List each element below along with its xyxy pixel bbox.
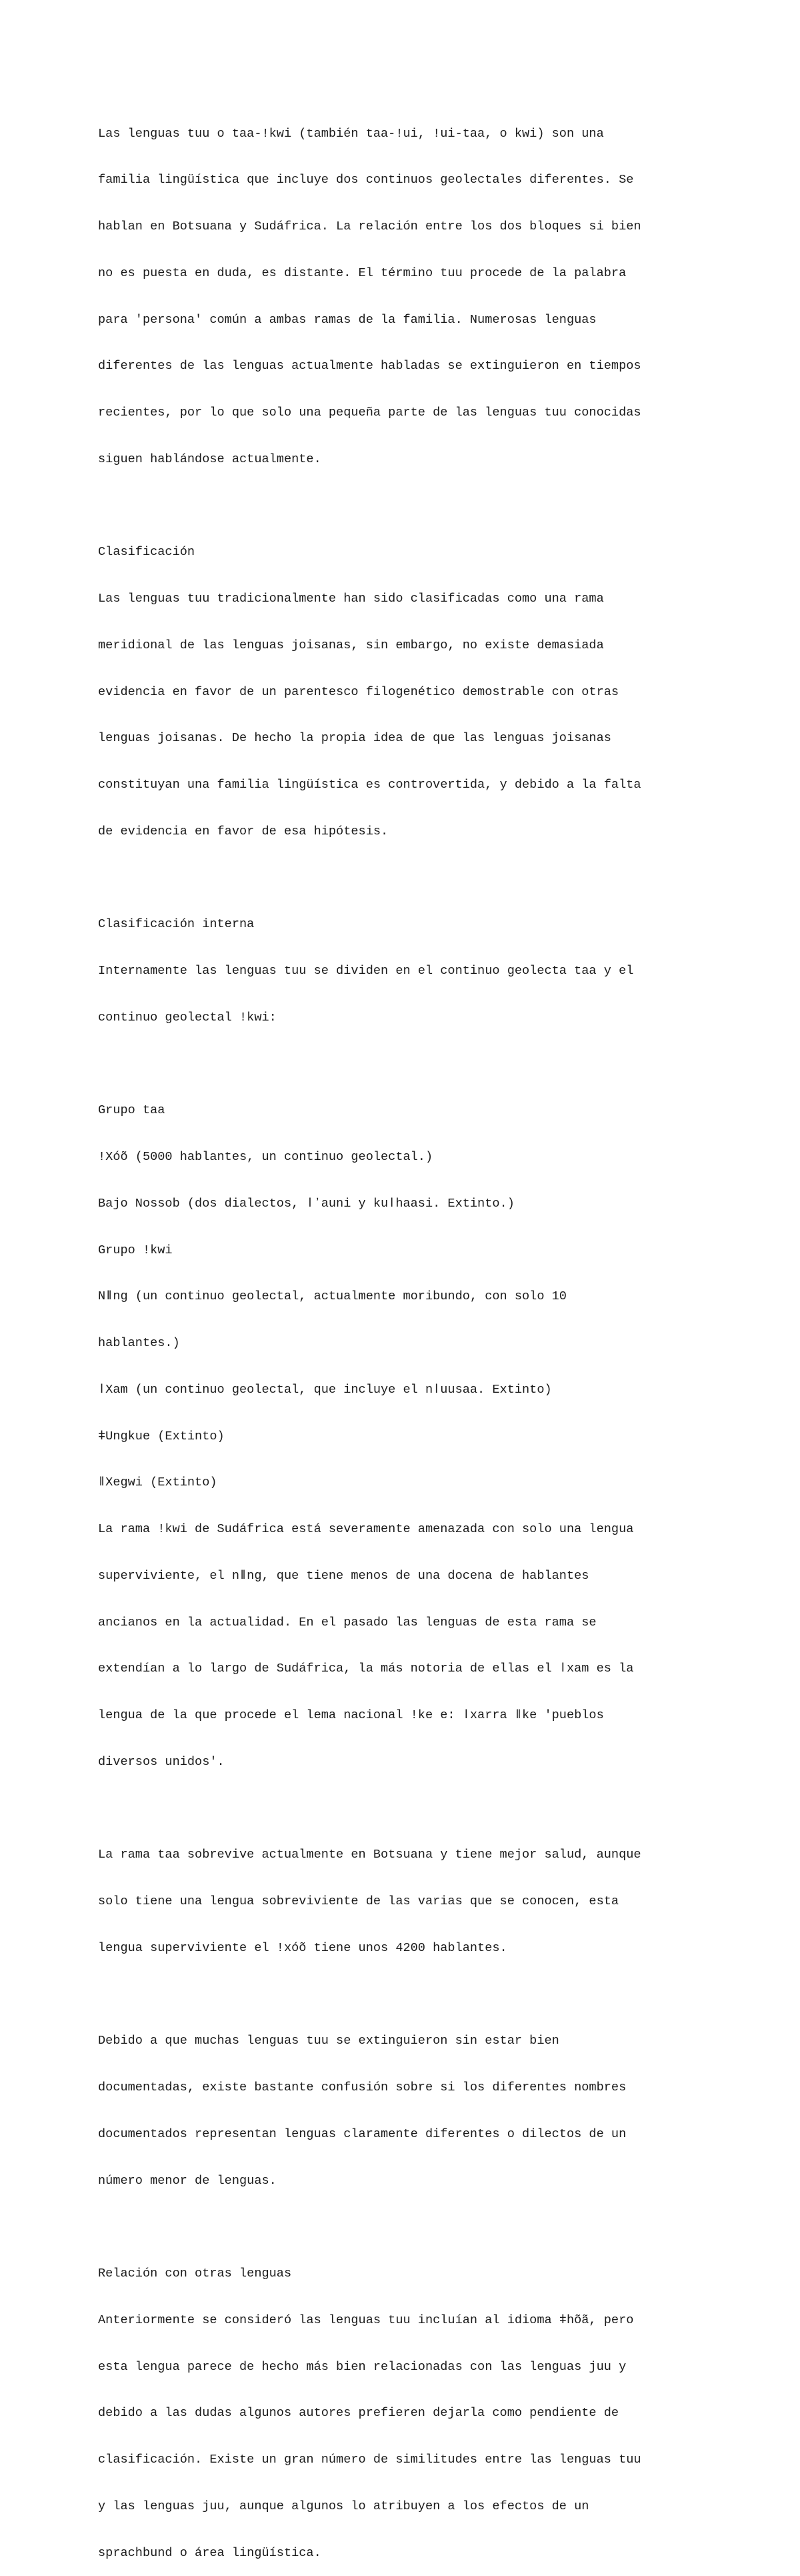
text-line: Debido a que muchas lenguas tuu se extinguieron sin estar bien (98, 2034, 559, 2048)
text-line: La rama taa sobrevive actualmente en Botsuana y tiene mejor salud, aunque (98, 1848, 641, 1862)
text-line: Anteriormente se consideró las lenguas tuu incluían al idioma ǂhõã, pero (98, 2313, 634, 2327)
text-line: Las lenguas tuu tradicionalmente han sido clasificadas como una rama (98, 592, 604, 606)
text-line: clasificación. Existe un gran número de similitudes entre las lenguas tuu (98, 2453, 641, 2467)
text-line: de evidencia en favor de esa hipótesis. (98, 824, 389, 838)
text-line: diversos unidos'. (98, 1754, 225, 1769)
text-line: lengua de la que procede el lema nacional ǃke e: ǀxarra ǁke 'pueblos (98, 1708, 604, 1722)
text-line: continuo geolectal ǃkwi: (98, 1010, 277, 1025)
text-line: debido a las dudas algunos autores prefieren dejarla como pendiente de (98, 2406, 619, 2421)
text-line: ancianos en la actualidad. En el pasado las lenguas de esta rama se (98, 1615, 597, 1630)
list-item: ǂUngkue (Extinto) (98, 1429, 225, 1443)
text-line: esta lengua parece de hecho más bien relacionadas con las lenguas juu y (98, 2359, 627, 2374)
text-line: extendían a lo largo de Sudáfrica, la más notoria de ellas el ǀxam es la (98, 1662, 634, 1676)
document-page (98, 95, 711, 2576)
text-line: superviviente, el nǁng, que tiene menos de una docena de hablantes (98, 1568, 589, 1583)
text-line: meridional de las lenguas joisanas, sin embargo, no existe demasiada (98, 638, 604, 652)
text-line: documentados representan lenguas claramente diferentes o dilectos de un (98, 2126, 627, 2141)
text-line: siguen hablándose actualmente. (98, 452, 321, 466)
group-heading: Grupo ǃkwi (98, 1243, 173, 1257)
text-line: Las lenguas tuu o taa-ǃkwi (también taa-ǃui, ǃui-taa, o kwi) son una (98, 126, 604, 141)
text-line: diferentes de las lenguas actualmente habladas se extinguieron en tiempos (98, 359, 641, 374)
blank-line (98, 1057, 711, 1072)
text-line: recientes, por lo que solo una pequeña parte de las lenguas tuu conocidas (98, 406, 641, 420)
text-line: y las lenguas juu, aunque algunos lo atribuyen a los efectos de un (98, 2499, 589, 2513)
blank-line (98, 2219, 711, 2234)
list-item: ǀXam (un continuo geolectal, que incluye el nǀuusaa. Extinto) (98, 1382, 552, 1397)
section-heading: Clasificación interna (98, 917, 255, 932)
blank-line (98, 1801, 711, 1816)
text-line: Internamente las lenguas tuu se dividen en el continuo geolecta taa y el (98, 964, 634, 978)
section-heading: Relación con otras lenguas (98, 2267, 292, 2281)
list-item: Nǁng (un continuo geolectal, actualmente moribundo, con solo 10 (98, 1289, 567, 1304)
list-item: ǃXóõ (5000 hablantes, un continuo geolectal.) (98, 1150, 433, 1164)
list-item: hablantes.) (98, 1336, 180, 1350)
list-item: Bajo Nossob (dos dialectos, ǀʼauni y kuǀhaasi. Extinto.) (98, 1196, 515, 1211)
section-heading: Clasificación (98, 545, 195, 560)
text-line: solo tiene una lengua sobreviviente de las varias que se conocen, esta (98, 1894, 619, 1908)
text-line: para 'persona' común a ambas ramas de la familia. Numerosas lenguas (98, 312, 597, 327)
blank-line (98, 1987, 711, 2002)
text-line: lengua superviviente el ǃxóõ tiene unos 4200 hablantes. (98, 1940, 507, 1955)
group-heading: Grupo taa (98, 1103, 165, 1118)
text-line: no es puesta en duda, es distante. El término tuu procede de la palabra (98, 265, 627, 280)
text-line: documentadas, existe bastante confusión sobre si los diferentes nombres (98, 2080, 627, 2094)
list-item: ǁXegwi (Extinto) (98, 1475, 217, 1490)
text-line: constituyan una familia lingüística es controvertida, y debido a la falta (98, 778, 641, 792)
text-line: hablan en Botsuana y Sudáfrica. La relación entre los dos bloques si bien (98, 219, 641, 233)
blank-line (98, 498, 711, 514)
text-line: lenguas joisanas. De hecho la propia idea de que las lenguas joisanas (98, 731, 611, 746)
text-line: familia lingüística que incluye dos continuos geolectales diferentes. Se (98, 173, 634, 187)
text-line: sprachbund o área lingüística. (98, 2545, 321, 2560)
text-line: número menor de lenguas. (98, 2173, 277, 2188)
text-line: La rama ǃkwi de Sudáfrica está severamente amenazada con solo una lengua (98, 1522, 634, 1536)
text-line: evidencia en favor de un parentesco filogenético demostrable con otras (98, 684, 619, 699)
blank-line (98, 870, 711, 886)
